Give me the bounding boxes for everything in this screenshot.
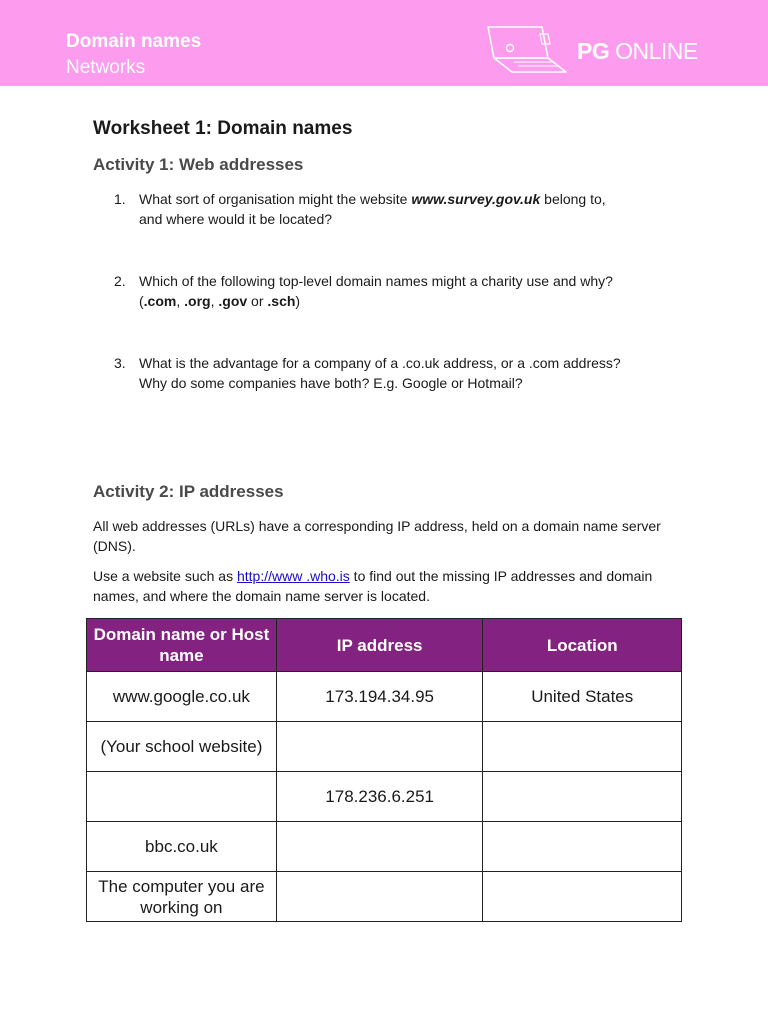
cell-ip: 178.236.6.251	[276, 772, 483, 822]
cell-ip	[276, 722, 483, 772]
laptop-logo-icon	[484, 24, 574, 76]
ip-address-table	[86, 618, 682, 922]
table-row	[87, 772, 682, 822]
table-row	[87, 722, 682, 772]
activity2-paragraph-1: All web addresses (URLs) have a corresponding IP address, held on a domain name server (DNS).	[93, 518, 661, 554]
activity2-paragraph-2: Use a website such as http://www .who.is to find out the missing IP addresses and domain names, and where the domain name server is located.	[93, 568, 653, 604]
cell-location: United States	[483, 672, 682, 722]
who-is-link[interactable]: http://www .who.is	[236, 568, 350, 584]
cell-domain	[87, 772, 277, 822]
cell-domain: (Your school website)	[87, 722, 277, 772]
cell-location	[483, 822, 682, 872]
header-title: Domain names	[66, 31, 202, 52]
cell-location	[483, 722, 682, 772]
cell-location	[483, 872, 682, 922]
cell-location	[483, 772, 682, 822]
header-subtitle: Networks	[66, 57, 146, 78]
worksheet-title: Worksheet 1: Domain names	[93, 118, 353, 139]
column-header-location: Location	[483, 619, 682, 672]
page-header	[0, 0, 768, 86]
column-header-domain: Domain name or Host name	[87, 619, 277, 672]
table-row	[87, 822, 682, 872]
column-header-ip: IP address	[276, 619, 483, 672]
cell-domain: The computer you are working on	[87, 872, 277, 922]
cell-ip: 173.194.34.95	[276, 672, 483, 722]
table-row	[87, 872, 682, 922]
cell-domain: bbc.co.uk	[87, 822, 277, 872]
emphasized-url: www.survey.gov.uk	[411, 191, 541, 207]
table-row	[87, 672, 682, 722]
cell-ip	[276, 822, 483, 872]
activity2-heading: Activity 2: IP addresses	[93, 482, 284, 501]
activity1-heading: Activity 1: Web addresses	[93, 155, 304, 174]
cell-ip	[276, 872, 483, 922]
cell-domain: www.google.co.uk	[87, 672, 277, 722]
brand-wordmark: PG ONLINE	[577, 38, 698, 64]
pg-online-logo	[484, 24, 704, 76]
table-header-row	[87, 619, 682, 672]
